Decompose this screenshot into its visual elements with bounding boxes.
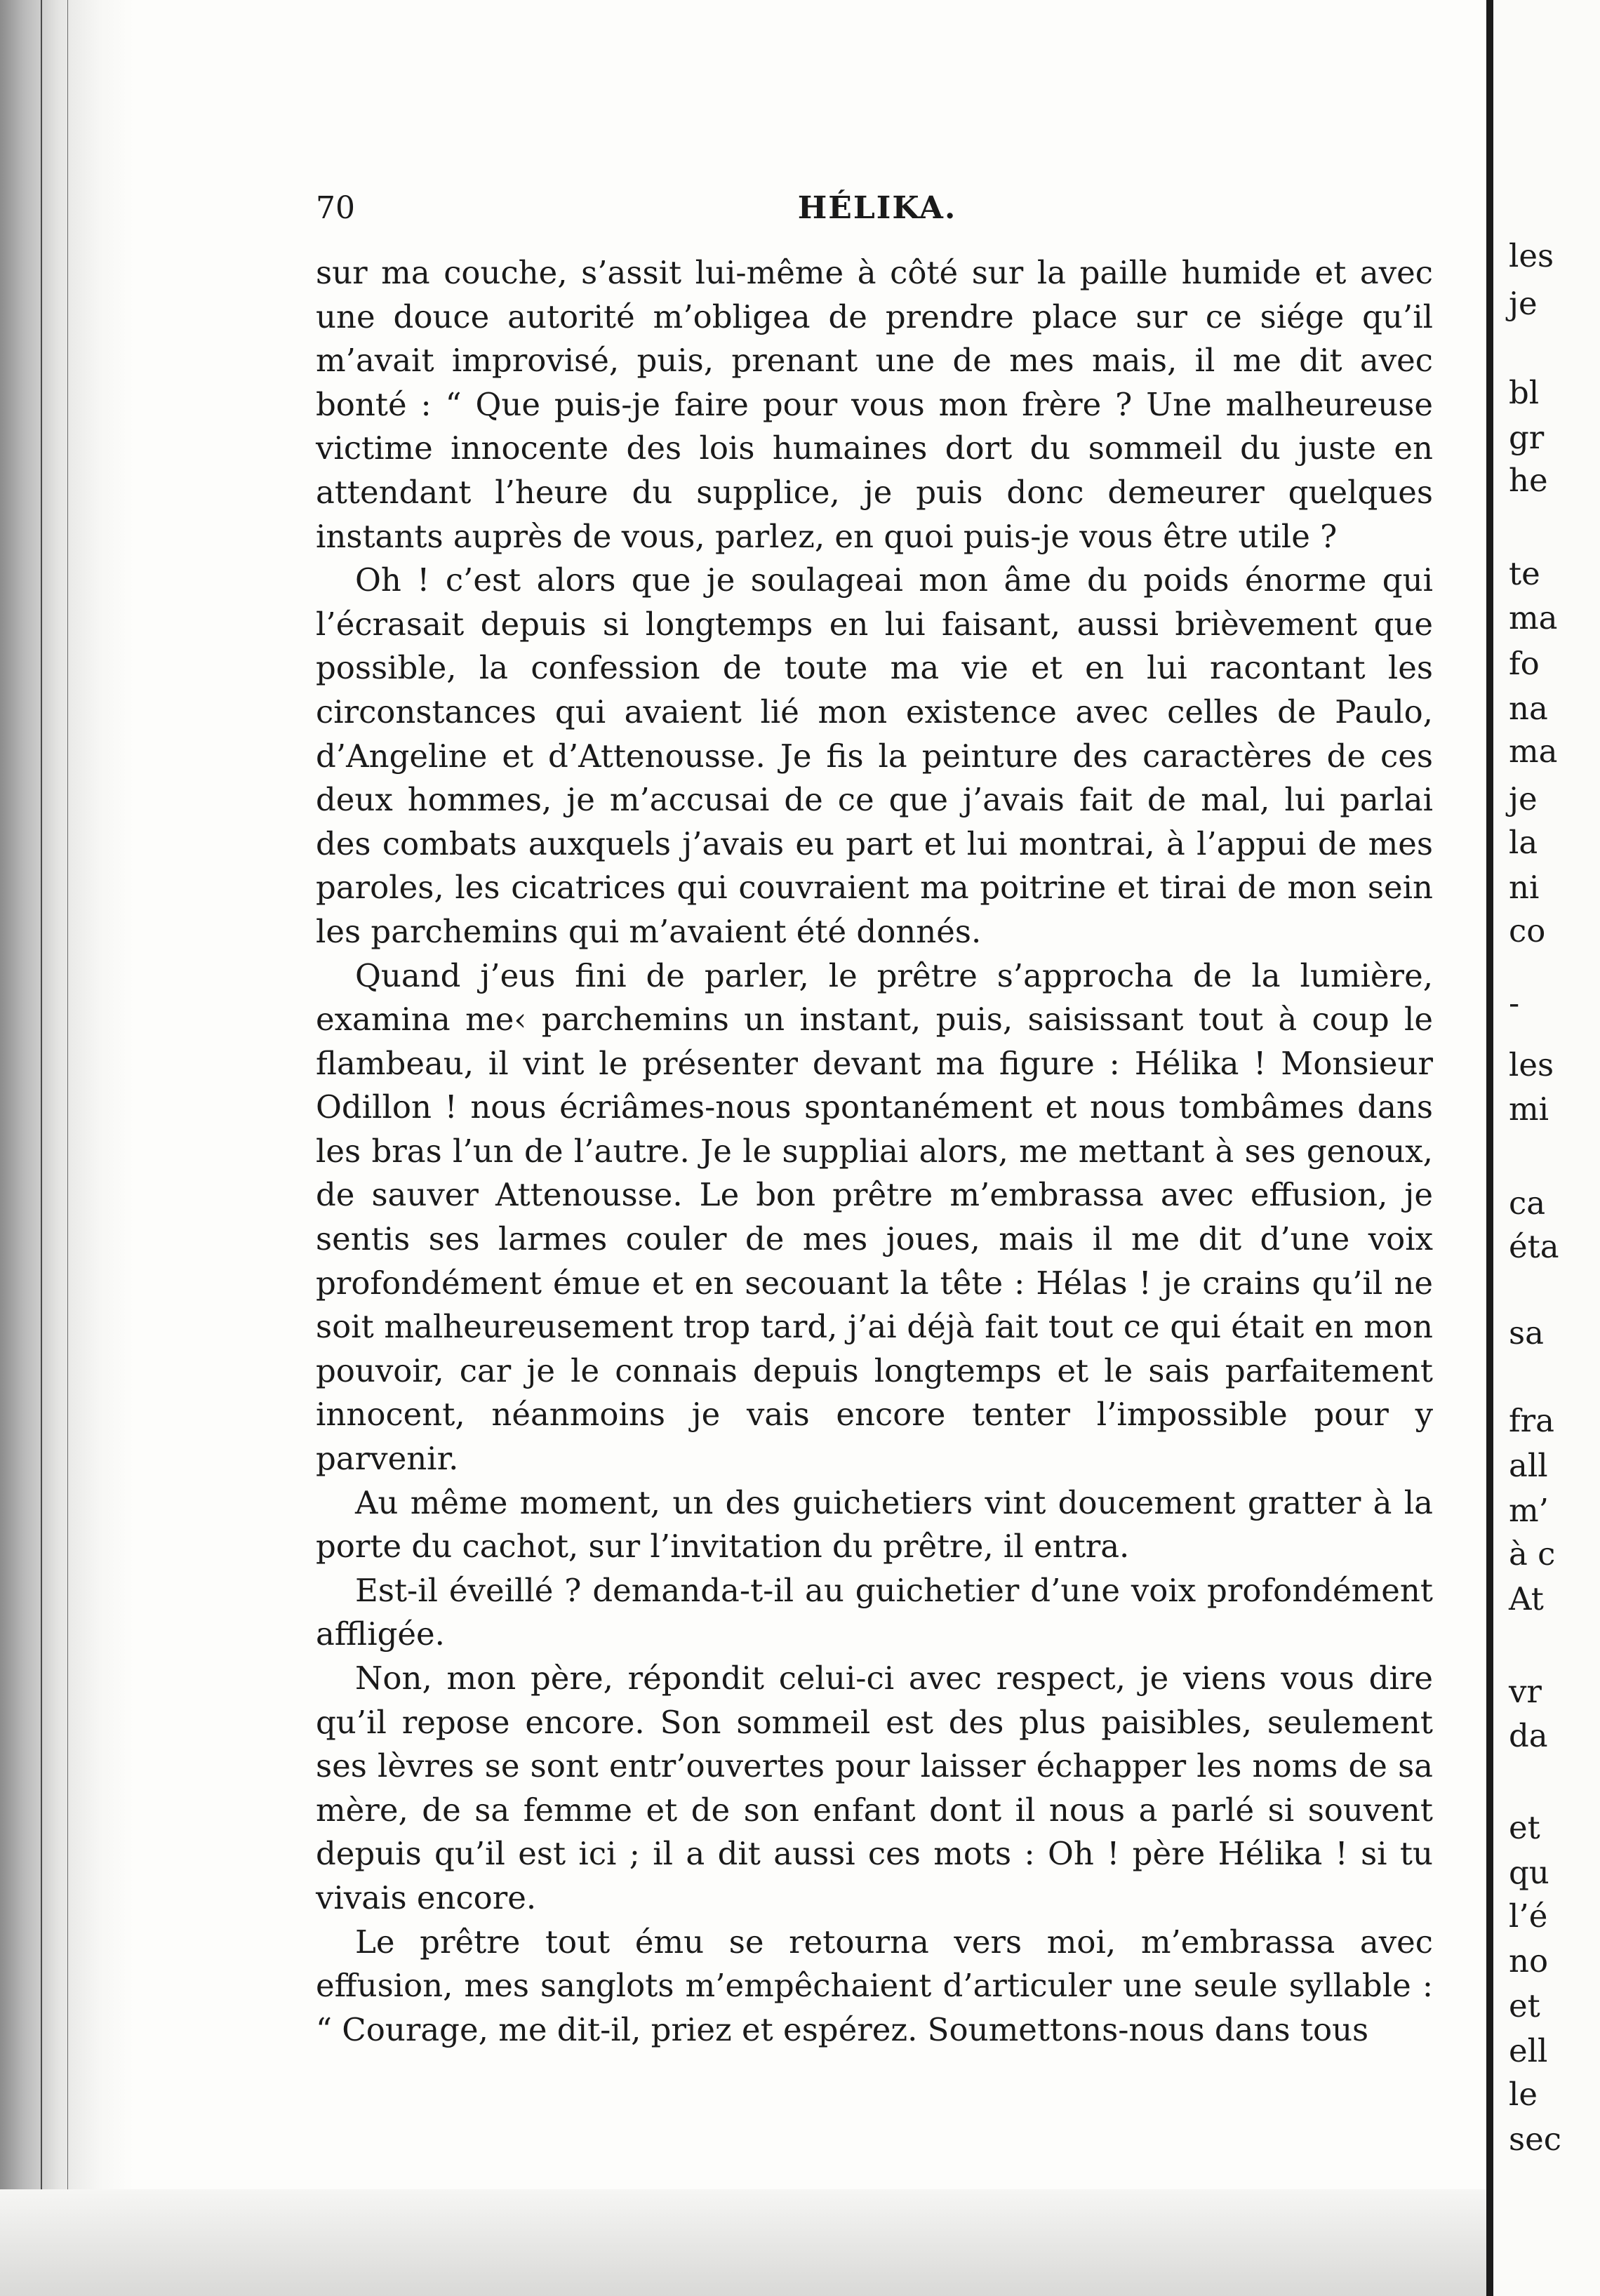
adjacent-fragment: fo	[1509, 645, 1540, 682]
adjacent-fragment: sec	[1509, 2121, 1561, 2158]
adjacent-fragment: all	[1509, 1447, 1548, 1484]
adjacent-fragment: At	[1509, 1580, 1544, 1617]
page-divider	[1486, 0, 1493, 2296]
paragraph: sur ma couche, s’assit lui-même à côté sur la paille humide et avec une douce autorité m’obligea de prendre place sur ce siége qu’il m’avait improvisé, puis, prenant une de mes mais, il me dit avec bonté : “ Que puis-je faire pour vous mon frère ? Une malheureuse victime innocente des lois humaines dort du sommeil du juste en attendant l’heure du supplice, je puis donc demeurer quelques instants auprès de vous, parlez, en quoi puis-je vous être utile ?	[316, 254, 1433, 555]
adjacent-fragment: m’	[1509, 1492, 1549, 1529]
adjacent-fragment: fra	[1509, 1402, 1554, 1439]
adjacent-fragment: et	[1509, 1809, 1540, 1846]
adjacent-fragment: -	[1509, 985, 1520, 1022]
adjacent-fragment: vr	[1509, 1673, 1542, 1710]
adjacent-fragment: le	[1509, 2076, 1538, 2113]
paragraph: Quand j’eus fini de parler, le prêtre s’approcha de la lumière, examina me‹ parchemins un instant, puis, saisissant tout à coup le flambeau, il vint le présenter devant ma figure : Hélika ! Monsieur Odillon ! nous écriâmes-nous spontanément et nous tombâmes dans les bras l’un de l’autre. Je le suppliai alors, me mettant à ses genoux, de sauver Attenousse. Le bon prêtre m’embrassa avec effusion, je sentis ses larmes couler de mes joues, mais il me dit d’une voix profondément émue et en secouant la tête : Hélas ! je crains qu’il ne soit malheureusement trop tard, j’ai déjà fait tout ce qui était en mon pouvoir, car je le connais depuis longtemps et le sais parfaitement innocent, néanmoins je vais encore tenter l’impossible pour y parvenir.	[316, 956, 1433, 1478]
adjacent-fragment: l’é	[1509, 1897, 1548, 1935]
page-bottom-shadow	[0, 2189, 1486, 2296]
adjacent-fragment: la	[1509, 824, 1538, 861]
adjacent-fragment: je	[1509, 285, 1538, 322]
paragraph: Oh ! c’est alors que je soulageai mon âme du poids énorme qui l’écrasait depuis si longtemps en lui faisant, aussi brièvement que possible, la confession de toute ma vie et en lui racontant les circonstances qui avaient lié mon existence avec celles de Paulo, d’Angeline et d’Attenousse. Je fis la peinture des caractères de ces deux hommes, je m’accusai de ce que j’avais fait de mal, lui parlai des combats auxquels j’avais eu part et lui montrai, à l’appui de mes paroles, les cicatrices qui couvraient ma poitrine et tirai de mon sein les parchemins qui m’avaient été donnés.	[316, 561, 1433, 950]
adjacent-fragment: ni	[1509, 869, 1540, 906]
adjacent-fragment: bl	[1509, 374, 1540, 411]
adjacent-fragment: ma	[1509, 733, 1558, 770]
adjacent-fragment: ell	[1509, 2032, 1548, 2069]
gutter-edge-line	[67, 0, 68, 2296]
gutter-edge-line	[41, 0, 42, 2296]
page-number: 70	[316, 190, 355, 226]
adjacent-fragment: sa	[1509, 1314, 1544, 1351]
adjacent-fragment: da	[1509, 1717, 1548, 1754]
adjacent-fragment: na	[1509, 690, 1548, 727]
adjacent-fragment: gr	[1509, 419, 1545, 456]
adjacent-fragment: je	[1509, 780, 1538, 817]
adjacent-fragment: ca	[1509, 1184, 1546, 1222]
adjacent-fragment: les	[1509, 1046, 1554, 1083]
page-body	[316, 251, 1433, 2052]
adjacent-fragment: no	[1509, 1942, 1549, 1980]
paragraph: Le prêtre tout ému se retourna vers moi, m’embrassa avec effusion, mes sanglots m’empêchaient d’articuler une seule syllable : “ Courage, me dit-il, priez et espérez. Soumettons-nous dans tous	[316, 1923, 1433, 2048]
adjacent-fragment: ma	[1509, 599, 1558, 636]
adjacent-fragment: mi	[1509, 1090, 1549, 1128]
adjacent-fragment: qu	[1509, 1854, 1549, 1891]
adjacent-fragment: éta	[1509, 1228, 1559, 1265]
paragraph: Est-il éveillé ? demanda-t-il au guichetier d’une voix profondément affligée.	[316, 1571, 1433, 1653]
running-head: HÉLIKA.	[797, 190, 957, 226]
book-gutter-shadow	[0, 0, 133, 2296]
adjacent-fragment: les	[1509, 237, 1554, 274]
adjacent-fragment: et	[1509, 1987, 1540, 2024]
adjacent-fragment: te	[1509, 555, 1540, 592]
adjacent-page-edge	[1493, 0, 1600, 2296]
adjacent-fragment: co	[1509, 912, 1546, 949]
paragraph: Au même moment, un des guichetiers vint doucement gratter à la porte du cachot, sur l’invitation du prêtre, il entra.	[316, 1483, 1433, 1566]
paragraph: Non, mon père, répondit celui-ci avec respect, je viens vous dire qu’il repose encore. Son sommeil est des plus paisibles, seulement ses lèvres se sont entr’ouvertes pour laisser échapper les noms de sa mère, de sa femme et de son enfant dont il nous a parlé si souvent depuis qu’il est ici ; il a dit aussi ces mots : Oh ! père Hélika ! si tu vivais encore.	[316, 1660, 1433, 1916]
page-header	[316, 184, 1439, 233]
adjacent-fragment: à c	[1509, 1535, 1556, 1573]
adjacent-fragment: he	[1509, 462, 1548, 499]
